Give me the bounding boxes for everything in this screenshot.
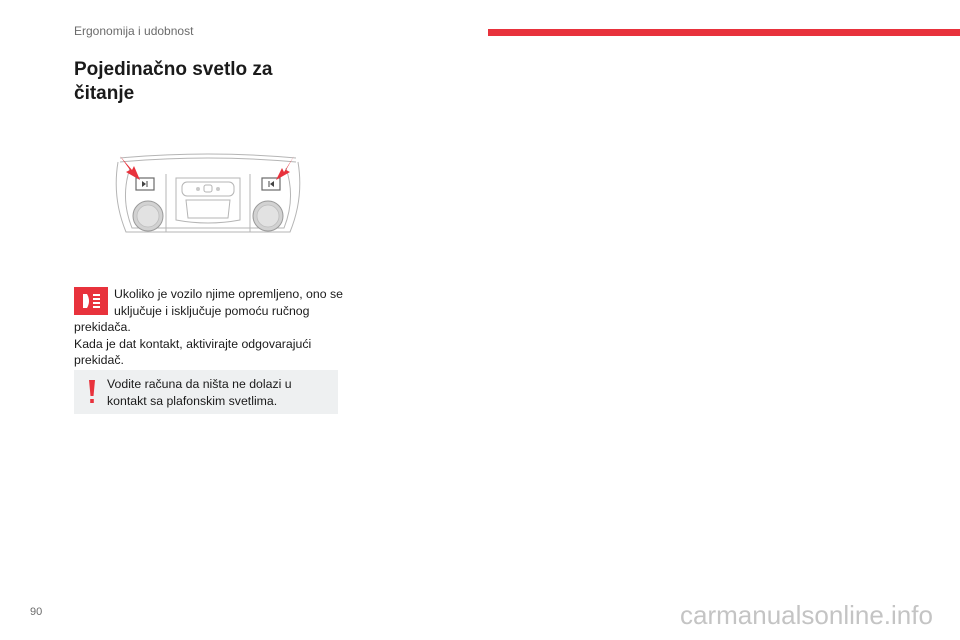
section-header: Ergonomija i udobnost: [74, 24, 194, 38]
info-line: uključuje i isključuje pomoću ručnog: [114, 303, 310, 318]
warning-line: kontakt sa plafonskim svetlima.: [107, 393, 278, 408]
right-pointer-arrow-icon: [276, 156, 294, 180]
overhead-reading-lights-illustration: [108, 148, 308, 244]
info-line: Ukoliko je vozilo njime opremljeno, ono se: [114, 287, 343, 301]
warning-note: [74, 370, 338, 414]
watermark: carmanualsonline.info: [680, 600, 933, 630]
info-note-text: [74, 286, 346, 369]
exclamation-icon: [86, 378, 98, 406]
info-line: prekidača.: [74, 320, 131, 334]
page-title: [74, 58, 334, 106]
page-title-line-2: čitanje: [74, 83, 135, 104]
left-pointer-arrow-icon: [120, 156, 140, 180]
page-number: 90: [30, 606, 43, 618]
info-line: Kada je dat kontakt, aktivirajte odgovarajući: [74, 336, 312, 351]
info-line: prekidač.: [74, 353, 124, 367]
warning-line: Vodite računa da ništa ne dolazi u: [107, 377, 292, 391]
page-title-line-1: Pojedinačno svetlo za: [74, 59, 273, 80]
warning-note-text: [107, 376, 332, 409]
section-color-bar: [488, 29, 960, 36]
